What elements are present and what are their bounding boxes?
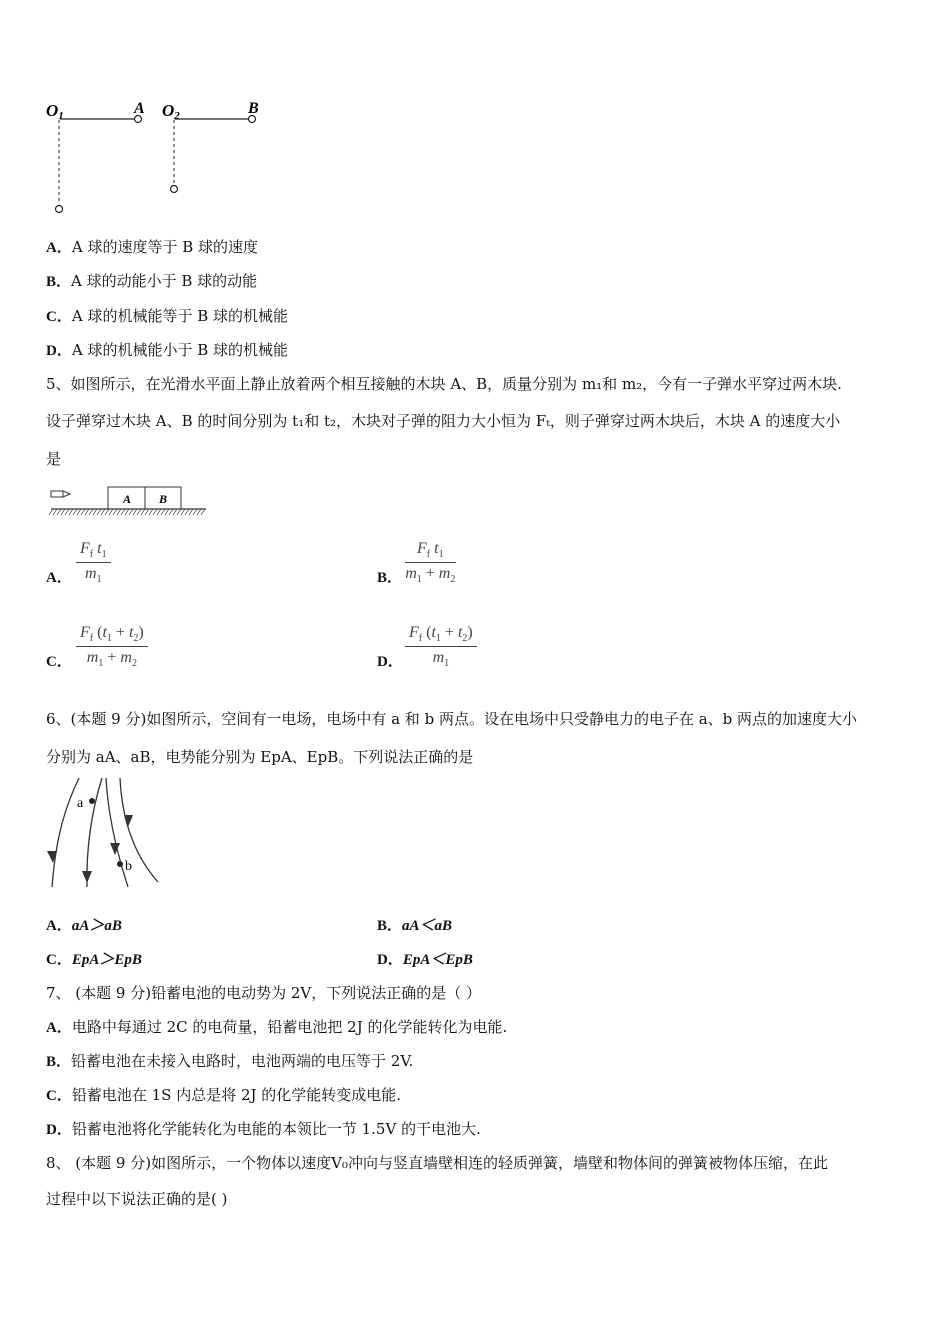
q4-option-a: A．A 球的速度等于 B 球的速度: [46, 238, 259, 256]
q7-option-d: D．铅蓄电池将化学能转化为电能的本领比一节 1.5V 的干电池大.: [46, 1120, 481, 1138]
label-a: A: [134, 100, 145, 117]
hatch-stroke: [105, 509, 109, 515]
fraction-numerator: $F_f$ $t_1$: [405, 540, 456, 563]
q5-stem-line2: 设子弹穿过木块 A、B 的时间分别为 t₁和 t₂，木块对子弹的阻力大小恒为 Fₜ，则子弹穿过两木块后，木块 A 的速度大小: [46, 412, 841, 430]
q7-option-a: A．电路中每通过 2C 的电荷量，铅蓄电池把 2J 的化学能转化为电能.: [46, 1018, 508, 1036]
hatch-stroke: [133, 509, 137, 515]
q7-stem: 7、 (本题 9 分)铅蓄电池的电动势为 2V，下列说法正确的是（ ）: [46, 984, 482, 1002]
label-b: B: [248, 100, 259, 117]
fraction-numerator: $F_f$ $(t_1 + t_2)$: [405, 624, 477, 647]
hatch-stroke: [109, 509, 113, 515]
field-lines-figure: [44, 775, 169, 890]
hatch-stroke: [193, 509, 197, 515]
q5-option-a-key: A．: [46, 570, 72, 586]
q5-stem-line3: 是: [46, 450, 62, 468]
field-line-1: [52, 778, 79, 887]
pendulum-figure: [40, 96, 280, 221]
hatch-stroke: [189, 509, 193, 515]
fraction-denominator: $m_1$: [85, 565, 102, 586]
hatch-stroke: [129, 509, 133, 515]
q8-stem-line2: 过程中以下说法正确的是( ): [46, 1190, 228, 1208]
blocks-figure: [48, 484, 213, 518]
point-b-label: b: [125, 859, 132, 874]
q6-stem-line1: 6、(本题 9 分)如图所示，空间有一电场，电场中有 a 和 b 两点。设在电场中只受静电力的电子在 a、b 两点的加速度大小: [46, 710, 858, 728]
block-b-label: B: [159, 492, 168, 506]
q5-option-c-fraction: [76, 624, 148, 669]
hatch-stroke: [85, 509, 89, 515]
hatch-stroke: [169, 509, 173, 515]
q7-option-b: B．铅蓄电池在未接入电路时，电池两端的电压等于 2V.: [46, 1052, 414, 1070]
q6-option-a: A．aA＞aB: [46, 918, 122, 934]
q5-option-b-fraction: [405, 540, 456, 585]
hatch-stroke: [181, 509, 185, 515]
hatch-stroke: [69, 509, 73, 515]
hatch-stroke: [177, 509, 181, 515]
fraction-numerator: $F_f$ $(t_1 + t_2)$: [76, 624, 148, 647]
q6-option-d: D．EpA＜EpB: [377, 952, 473, 968]
q4-option-d: D．A 球的机械能小于 B 球的机械能: [46, 341, 289, 359]
bullet: [51, 491, 63, 497]
fraction-denominator: $m_1 + m_2$: [405, 565, 456, 586]
ball-a-low: [56, 206, 63, 213]
label-o1: O1: [46, 101, 64, 122]
q5-option-b-key: B．: [377, 570, 403, 586]
hatch-stroke: [117, 509, 121, 515]
hatch-stroke: [165, 509, 169, 515]
hatch-stroke: [65, 509, 69, 515]
q6-option-c: C．EpA＞EpB: [46, 952, 142, 968]
field-line-2: [87, 778, 102, 887]
ball-b-low: [171, 186, 178, 193]
q5-option-c-key: C．: [46, 654, 72, 670]
point-a-dot: [89, 798, 95, 804]
q5-option-d-key: D．: [377, 654, 403, 670]
hatch-stroke: [197, 509, 201, 515]
label-o2: O2: [162, 101, 180, 122]
fraction-denominator: $m_1 + m_2$: [86, 649, 137, 670]
hatch-stroke: [141, 509, 145, 515]
hatch-stroke: [73, 509, 77, 515]
fraction-numerator: $F_f$ $t_1$: [76, 540, 111, 563]
hatch-stroke: [49, 509, 53, 515]
hatch-stroke: [201, 509, 205, 515]
block-a-label: A: [123, 492, 132, 506]
hatch-stroke: [149, 509, 153, 515]
hatch-stroke: [97, 509, 101, 515]
point-b-dot: [117, 861, 123, 867]
hatch-stroke: [57, 509, 61, 515]
ground-hatch: [49, 509, 205, 515]
hatch-stroke: [81, 509, 85, 515]
hatch-stroke: [185, 509, 189, 515]
hatch-stroke: [93, 509, 97, 515]
q5-option-d-fraction: [405, 624, 477, 669]
fraction-denominator: $m_1$: [432, 649, 450, 670]
hatch-stroke: [113, 509, 117, 515]
hatch-stroke: [77, 509, 81, 515]
hatch-stroke: [153, 509, 157, 515]
hatch-stroke: [101, 509, 105, 515]
q6-option-b: B．aA＜aB: [377, 918, 453, 934]
q6-stem-line2: 分别为 aA、aB，电势能分别为 EpA、EpB。下列说法正确的是: [46, 748, 474, 766]
q5-stem-line1: 5、如图所示，在光滑水平面上静止放着两个相互接触的木块 A、B，质量分别为 m₁和 m₂，今有一子弹水平穿过两木块.: [46, 375, 842, 393]
q7-option-c: C．铅蓄电池在 1S 内总是将 2J 的化学能转变成电能.: [46, 1086, 402, 1104]
q8-stem-line1: 8、 (本题 9 分)如图所示，一个物体以速度V₀冲向与竖直墙壁相连的轻质弹簧，墙壁和物体间的弹簧被物体压缩，在此: [46, 1154, 828, 1172]
point-a-label: a: [77, 796, 84, 811]
hatch-stroke: [89, 509, 93, 515]
q4-option-c: C．A 球的机械能等于 B 球的机械能: [46, 307, 289, 325]
hatch-stroke: [61, 509, 65, 515]
hatch-stroke: [121, 509, 125, 515]
q5-option-a-fraction: [76, 540, 111, 585]
hatch-stroke: [173, 509, 177, 515]
hatch-stroke: [125, 509, 129, 515]
hatch-stroke: [157, 509, 161, 515]
hatch-stroke: [53, 509, 57, 515]
hatch-stroke: [145, 509, 149, 515]
q4-option-b: B．A 球的动能小于 B 球的动能: [46, 272, 258, 290]
hatch-stroke: [137, 509, 141, 515]
hatch-stroke: [161, 509, 165, 515]
